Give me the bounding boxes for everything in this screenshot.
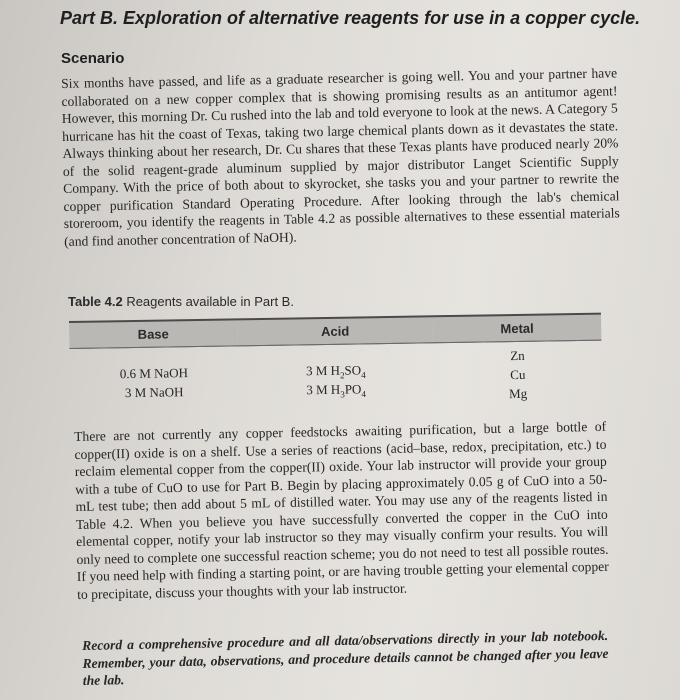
record-note: Record a comprehensive procedure and all data/observations directly in your lab notebook. Remember, your data, observations, and procedure details cannot be changed after you leave the lab. — [82, 627, 609, 688]
table-caption-label: Table 4.2 — [68, 294, 123, 309]
metal-item: Zn — [510, 348, 525, 364]
scenario-title: Scenario — [61, 50, 125, 67]
table-caption-text: Reagents available in Part B. — [126, 294, 294, 309]
table-header-metal: Metal — [433, 314, 602, 343]
metal-item: Cu — [510, 367, 526, 383]
table-header-base: Base — [69, 319, 238, 348]
acid-cell — [238, 343, 435, 412]
acid-item: 3 M $H_2SO_4$ — [305, 362, 366, 381]
instructions-paragraph: There are not currently any copper feedstocks awaiting purification, but a large bottle of copper(II) oxide is on a shelf. Use a series of reactions (acid–base, redox, precipitation, etc.) to reclaim elemental copper from the copper(II) oxide. Your lab instructor will provide your group with a tube of CuO to use for Part B. Begin by placing approximately 0.05 g of CuO into a 50-mL test tube; then add about 5 mL of distilled water. You may use any of the reagents listed in Table 4.2. When you believe you have successfully converted the copper in the CuO into elemental copper, notify your lab instructor so they may visually confirm your results. You will only need to complete one successful reaction scheme; you do not need to test all possible routes. If you need help with finding a starting point, or are having trouble getting your elemental copper to precipitate, discuss your thoughts with your lab instructor. — [74, 418, 609, 602]
metal-cell — [433, 340, 602, 409]
section-heading: Part B. Exploration of alternative reagents for use in a copper cycle. — [60, 8, 641, 28]
scenario-paragraph: Six months have passed, and life as a graduate researcher is going well. You and your partner have collaborated on a new copper complex that is showing promising results as an antitumor agent! However, this morning Dr. Cu rushed into the lab and told everyone to look at the news. A Category 5 hurricane has hit the coast of Texas, taking two large chemical plants down as it devastates the state. Always thinking about her research, Dr. Cu shares that these Texas plants have produced nearly 20% of the solid reagent-grade aluminum supplied by major distributor Langet Scientific Supply Company. With the price of both about to skyrocket, she tasks you and your partner to rewrite the copper purification Standard Operating Procedure. After looking through the lab's chemical storeroom, you identify the reagents in Table 4.2 as possible alternatives to these essential materials (and find another concentration of NaOH). — [61, 65, 620, 249]
table-caption — [68, 294, 294, 309]
table-header-acid: Acid — [237, 316, 433, 346]
base-item: 3 M NaOH — [124, 383, 184, 400]
base-cell — [69, 346, 238, 415]
reagents-table — [69, 313, 602, 415]
base-item: 0.6 M NaOH — [119, 364, 189, 381]
metal-item: Mg — [508, 386, 528, 402]
acid-item: 3 M $H_3PO_4$ — [306, 381, 367, 400]
